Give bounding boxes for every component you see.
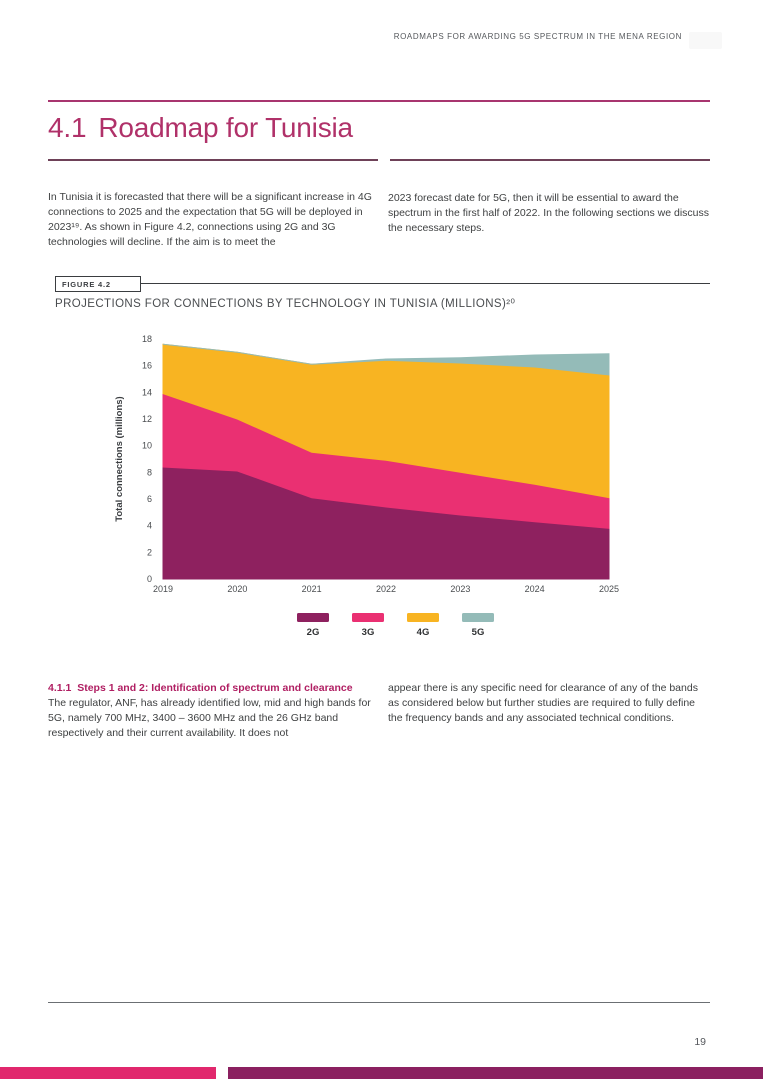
y-tick-label: 18 — [141, 334, 152, 344]
section-number: 4.1 — [48, 112, 87, 143]
y-tick-label: 14 — [141, 387, 152, 398]
footer-bar-dark — [228, 1067, 763, 1079]
x-tick-label: 2024 — [524, 584, 545, 594]
y-tick-label: 2 — [146, 547, 152, 558]
x-tick-label: 2020 — [227, 584, 248, 594]
x-tick-label: 2025 — [598, 584, 620, 594]
y-tick-label: 10 — [141, 440, 152, 451]
title-top-rule — [48, 100, 710, 102]
legend-label-5G: 5G — [471, 627, 485, 638]
legend-label-3G: 3G — [361, 627, 375, 638]
figure-label-text: FIGURE 4.2 — [62, 279, 111, 289]
y-tick-label: 12 — [141, 414, 152, 424]
x-tick-label: 2023 — [450, 584, 471, 594]
x-tick-label: 2021 — [301, 584, 322, 594]
figure-label — [55, 276, 141, 292]
title-under-rule-left — [48, 159, 378, 161]
legend-swatch-4G — [407, 613, 439, 622]
footer-bar-pink — [0, 1067, 216, 1079]
legend-swatch-3G — [352, 613, 384, 622]
legend-item-5G — [462, 613, 494, 638]
legend-item-4G — [407, 613, 439, 638]
y-axis-title: Total connections (millions) — [114, 396, 125, 522]
corner-watermark — [689, 32, 722, 49]
chart-legend — [297, 613, 494, 638]
y-tick-label: 0 — [146, 574, 152, 584]
legend-swatch-5G — [462, 613, 494, 622]
legend-label-4G: 4G — [416, 627, 430, 638]
legend-item-2G — [297, 613, 329, 638]
subsection-paragraph-right: appear there is any specific need for clearance of any of the bands as considered below but further studies are required to fully define the frequency bands and any associated technical conditions. — [388, 682, 698, 724]
running-header: ROADMAPS FOR AWARDING 5G SPECTRUM IN THE MENA REGION — [393, 32, 682, 41]
intro-paragraph-right: 2023 forecast date for 5G, then it will be essential to award the spectrum in the first half of 2022. In the following sections we discuss the necessary steps. — [388, 192, 709, 234]
x-tick-label: 2019 — [152, 584, 174, 594]
page-number: 19 — [694, 1036, 706, 1048]
y-tick-label: 8 — [146, 467, 152, 478]
legend-label-2G: 2G — [306, 627, 320, 638]
title-under-rule-right — [390, 159, 710, 161]
y-tick-label: 6 — [146, 494, 152, 504]
subsection-paragraph-left: The regulator, ANF, has already identified low, mid and high bands for 5G, namely 700 MHz, 3400 – 3600 MHz and the 26 GHz band respectively and their current availability. It does not — [48, 697, 371, 739]
intro-paragraph-left: In Tunisia it is forecasted that there will be a significant increase in 4G connections to 2025 and the expectation that 5G will be deployed in 2023¹⁹. As shown in Figure 4.2, connections using 2G and 3G technologies will decline. If the aim is to meet the — [48, 191, 372, 248]
y-tick-label: 16 — [141, 360, 152, 371]
legend-item-3G — [352, 613, 384, 638]
y-tick-label: 4 — [146, 520, 152, 531]
figure-rule — [141, 283, 710, 284]
footer-rule — [48, 1002, 710, 1003]
figure-title: PROJECTIONS FOR CONNECTIONS BY TECHNOLOGY IN TUNISIA (MILLIONS)²⁰ — [55, 298, 516, 310]
section-title — [48, 112, 353, 144]
section-title-text: Roadmap for Tunisia — [98, 112, 353, 143]
stacked-area-chart — [105, 330, 645, 602]
legend-swatch-2G — [297, 613, 329, 622]
subsection-heading: 4.1.1 Steps 1 and 2: Identification of spectrum and clearance — [48, 682, 353, 694]
x-tick-label: 2022 — [375, 584, 397, 594]
